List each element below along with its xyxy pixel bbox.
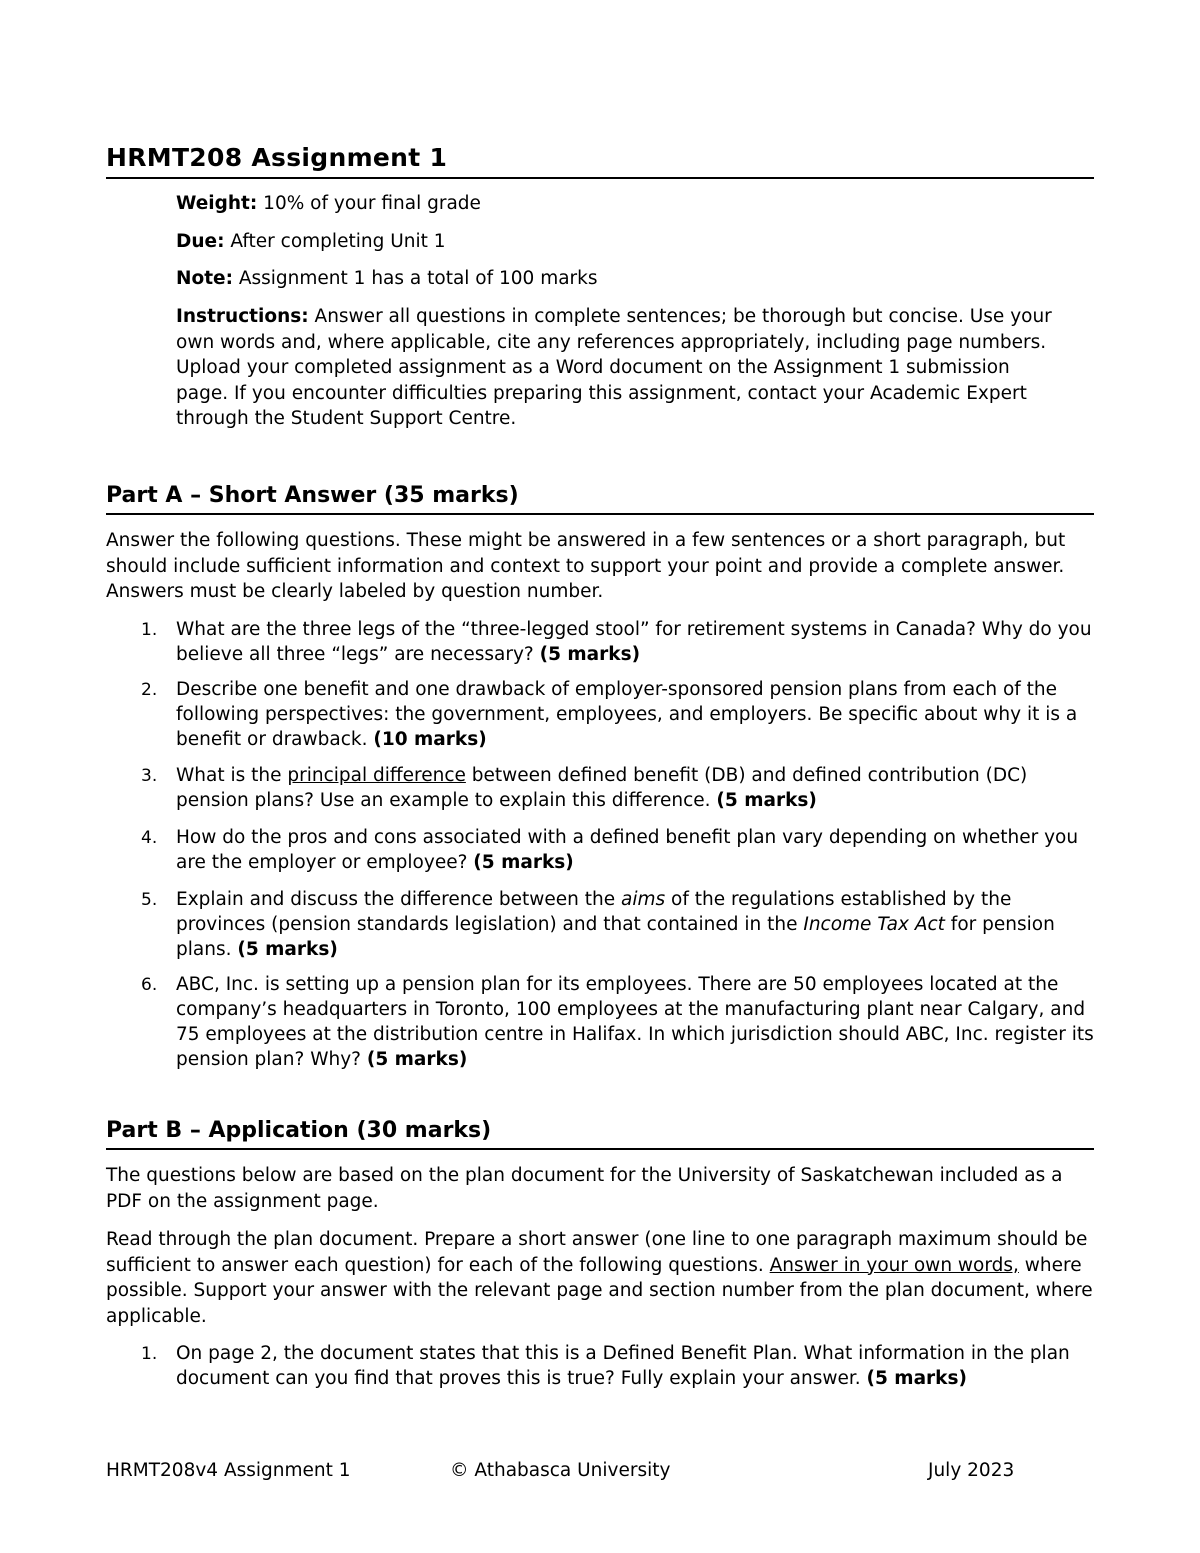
weight-label: Weight: <box>176 193 258 214</box>
part-a-heading: Part A – Short Answer (35 marks) <box>106 481 1094 515</box>
part-a-q3-number: 3. <box>141 766 158 786</box>
part-b-q1-text: On page 2, the document states that this is a Defined Benefit Plan. What information in the plan document can you find that proves this is true? Fully explain your answer. <box>176 1343 1070 1389</box>
note-value: Assignment 1 has a total of 100 marks <box>232 268 598 289</box>
part-a-q1-number: 1. <box>141 620 158 640</box>
part-a-q4 <box>176 825 1096 875</box>
q3-text-a: What is the <box>176 765 288 786</box>
q3-underlined: principal difference <box>287 765 466 786</box>
instructions-value: Answer all questions in complete sentences; be thorough but concise. Use your own words and, where applicable, cite any references appropriately, including page numbers. Upload your completed assignment as a Word document on the Assignment 1 submission page. If you encounter difficulties preparing this assignment, contact your Academic Expert through the Student Support Centre. <box>176 306 1052 429</box>
instructions-paragraph <box>176 304 1066 432</box>
due-label: Due: <box>176 231 225 252</box>
q3-text-b: between defined benefit (DB) and defined contribution (DC) pension plans? Use an example to explain this difference. <box>176 765 1028 811</box>
q5-marks: (5 marks) <box>237 939 338 960</box>
q5-italic-act: Income Tax Act <box>803 914 945 935</box>
q1-text: What are the three legs of the “three-legged stool” for retirement systems in Canada? Why do you believe all three “legs” are necessary? <box>176 619 1092 665</box>
footer-center: © Athabasca University <box>450 1460 671 1481</box>
part-a-q5 <box>176 887 1096 962</box>
due-line <box>176 229 1076 255</box>
part-a-q5-number: 5. <box>141 890 158 910</box>
q6-text: ABC, Inc. is setting up a pension plan for its employees. There are 50 employees located at the company’s headquarters in Toronto, 100 employees at the manufacturing plant near Calgary, and 75 employees at the distribution centre in Halifax. In which jurisdiction should ABC, Inc. register its pension plan? Why? <box>176 974 1094 1070</box>
q4-text: How do the pros and cons associated with a defined benefit plan vary depending on whether you are the employer or employee? <box>176 827 1079 873</box>
weight-value: 10% of your final grade <box>257 193 481 214</box>
part-b-underlined: Answer in your own words, <box>769 1254 1019 1276</box>
note-line <box>176 266 1076 292</box>
part-a-q2-number: 2. <box>141 680 158 700</box>
part-b-heading: Part B – Application (30 marks) <box>106 1116 1094 1150</box>
weight-line <box>176 191 1076 217</box>
footer-right: July 2023 <box>928 1460 1015 1481</box>
q3-marks: (5 marks) <box>716 790 817 811</box>
part-a-intro: Answer the following questions. These might be answered in a few sentences or a short paragraph, but should include sufficient information and context to support your point and provide a complete answer. Answers must be clearly labeled by question number. <box>106 530 1066 602</box>
q5-italic-aims: aims <box>620 889 666 910</box>
part-a-q3 <box>176 763 1096 813</box>
part-b-q1-number: 1. <box>141 1344 158 1364</box>
q2-text: Describe one benefit and one drawback of employer-sponsored pension plans from each of the following perspectives: the government, employees, and employers. Be specific about why it is a benefit or drawback. <box>176 679 1078 750</box>
page-title: HRMT208 Assignment 1 <box>106 142 1094 179</box>
due-value: After completing Unit 1 <box>224 231 446 252</box>
part-b-para-a: Read through the plan document. Prepare a short answer (one line to one paragraph maximum should be sufficient to answer each question) for each of the following questions. <box>106 1229 1088 1276</box>
part-b-para-b: where possible. Support your answer with the relevant page and section number from the plan document, where applicable. <box>106 1254 1093 1327</box>
part-b-q1 <box>176 1341 1096 1391</box>
part-b-intro: The questions below are based on the plan document for the University of Saskatchewan included as a PDF on the assignment page. <box>106 1165 1063 1212</box>
instructions-label: Instructions: <box>176 306 309 327</box>
q5-text-c: for pension plans. <box>176 914 1055 960</box>
note-label: Note: <box>176 268 233 289</box>
q5-text-a: Explain and discuss the difference between the <box>176 889 621 910</box>
part-a-q1 <box>176 617 1096 667</box>
q2-marks: (10 marks) <box>373 729 487 750</box>
part-a-q6-number: 6. <box>141 975 158 995</box>
footer-left: HRMT208v4 Assignment 1 <box>106 1460 351 1481</box>
q5-text-b: of the regulations established by the provinces (pension standards legislation) and that contained in the <box>176 889 1012 935</box>
q6-marks: (5 marks) <box>366 1049 468 1070</box>
part-a-q6 <box>176 972 1096 1072</box>
part-b-paragraph <box>106 1227 1096 1329</box>
q4-marks: (5 marks) <box>473 852 574 873</box>
q1-marks: (5 marks) <box>539 644 641 665</box>
part-a-q4-number: 4. <box>141 828 158 848</box>
part-a-q2 <box>176 677 1096 752</box>
part-b-q1-marks: (5 marks) <box>866 1368 967 1389</box>
